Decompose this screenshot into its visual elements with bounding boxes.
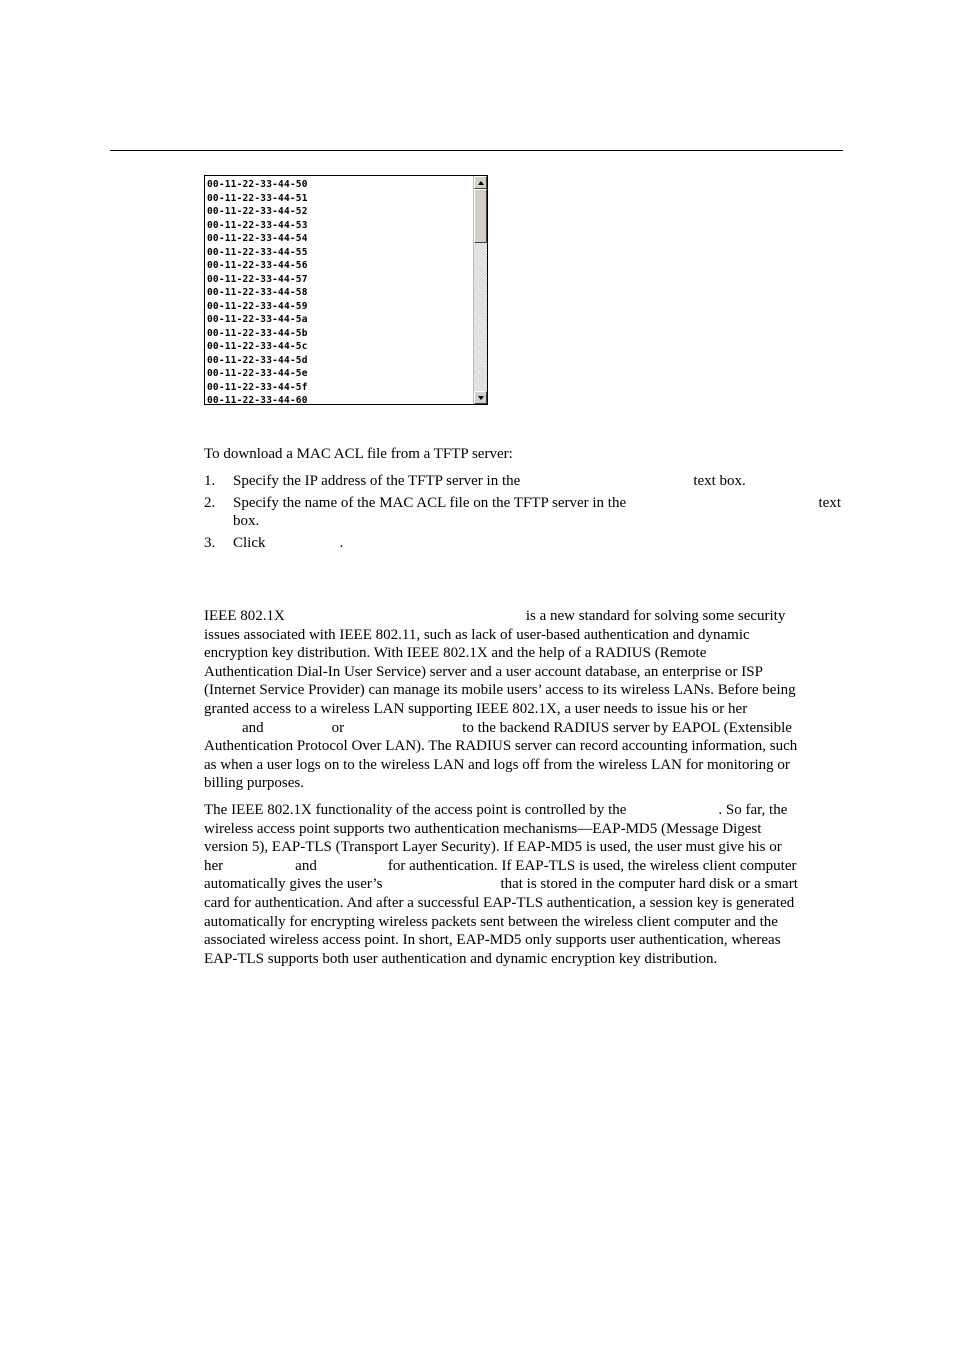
step-number: 1. xyxy=(204,473,216,489)
list-item[interactable]: 00-11-22-33-44-5d xyxy=(207,354,308,366)
arrow-down-icon xyxy=(478,396,484,400)
list-item[interactable]: 00-11-22-33-44-53 xyxy=(207,219,308,231)
para2-line: The IEEE 802.1X functionality of the access point is controlled by the xyxy=(204,802,627,818)
list-item[interactable]: 00-11-22-33-44-55 xyxy=(207,246,308,258)
list-item[interactable]: 00-11-22-33-44-5c xyxy=(207,341,308,352)
step-3-text xyxy=(233,534,841,552)
para1-line: (Internet Service Provider) can manage its mobile users’ access to its wireless LANs. Before being xyxy=(204,682,796,699)
step-2-text-c: box. xyxy=(233,513,260,529)
para2-line: . So far, the xyxy=(718,802,788,818)
list-item[interactable]: 00-11-22-33-44-5e xyxy=(207,368,308,379)
para2-line: card for authentication. And after a successful EAP-TLS authentication, a session key is generated xyxy=(204,894,795,911)
list-item[interactable]: 00-11-22-33-44-58 xyxy=(207,287,308,298)
list-item[interactable]: 00-11-22-33-44-5b xyxy=(207,327,308,339)
step-2-text-b: text xyxy=(818,495,841,511)
step-1-text xyxy=(233,472,841,490)
para2-line: version 5), EAP-TLS (Transport Layer Security). If EAP-MD5 is used, the user must give his or xyxy=(204,839,782,856)
para2-line: EAP-TLS supports both user authentication and dynamic encryption key distribution. xyxy=(204,950,718,967)
list-item[interactable]: 00-11-22-33-44-52 xyxy=(207,206,308,217)
para1-line: Authentication Dial-In User Service) server and a user account database, an enterprise or ISP xyxy=(204,663,763,680)
mac-acl-listbox[interactable] xyxy=(204,175,488,405)
para2-line: her xyxy=(204,857,224,874)
para1-line: Authentication Protocol Over LAN). The RADIUS server can record accounting information, such xyxy=(204,738,798,755)
para2-line: wireless access point supports two authentication mechanisms—EAP-MD5 (Message Digest xyxy=(204,820,762,837)
para1-line: billing purposes. xyxy=(204,775,304,792)
step-1-text-a: Specify the IP address of the TFTP server in the xyxy=(233,473,521,489)
para1-line: granted access to a wireless LAN supporting IEEE 802.1X, a user needs to issue his or her xyxy=(204,700,748,717)
para1-line: as when a user logs on to the wireless LAN and logs off from the wireless LAN for monitoring or xyxy=(204,756,790,773)
mac-acl-list-items xyxy=(207,178,473,404)
list-item[interactable]: 00-11-22-33-44-51 xyxy=(207,192,308,204)
list-item[interactable]: 00-11-22-33-44-5f xyxy=(207,381,308,393)
vertical-scrollbar[interactable] xyxy=(473,176,487,404)
arrow-up-icon xyxy=(478,181,484,185)
para1-line: to the backend RADIUS server by EAPOL (Extensible xyxy=(462,719,792,736)
list-item[interactable]: 00-11-22-33-44-57 xyxy=(207,273,308,285)
para1-line: encryption key distribution. With IEEE 802.1X and the help of a RADIUS (Remote xyxy=(204,645,707,662)
ieee-8021x-paragraph xyxy=(204,607,841,793)
para2-line: for authentication. If EAP-TLS is used, the wireless client computer xyxy=(387,857,797,874)
list-item[interactable]: 00-11-22-33-44-60 xyxy=(207,395,308,404)
step-3-text-b: . xyxy=(339,535,344,551)
step-3-text-a: Click xyxy=(233,535,266,551)
para1-line: IEEE 802.1X xyxy=(204,608,285,624)
list-item[interactable]: 00-11-22-33-44-54 xyxy=(207,233,308,244)
para2-line: associated wireless access point. In short, EAP-MD5 only supports user authentication, whereas xyxy=(204,932,781,949)
para1-line: issues associated with IEEE 802.11, such as lack of user-based authentication and dynamic xyxy=(204,626,750,643)
step-2-text xyxy=(233,494,841,530)
para2-line: automatically gives the user’s xyxy=(204,876,383,893)
scroll-down-button[interactable] xyxy=(474,391,487,404)
list-item[interactable]: 00-11-22-33-44-56 xyxy=(207,260,308,271)
para1-line: and xyxy=(242,719,264,736)
list-item[interactable]: 00-11-22-33-44-5a xyxy=(207,314,308,325)
header-rule xyxy=(110,150,843,151)
list-item[interactable]: 00-11-22-33-44-50 xyxy=(207,179,308,190)
step-number: 3. xyxy=(204,535,216,551)
para2-line: that is stored in the computer hard disk or a smart xyxy=(500,876,798,893)
list-item[interactable]: 00-11-22-33-44-59 xyxy=(207,300,308,312)
para1-line: is a new standard for solving some security xyxy=(525,608,786,624)
eap-mechanisms-paragraph xyxy=(204,801,841,968)
step-2-text-a: Specify the name of the MAC ACL file on the TFTP server in the xyxy=(233,495,627,511)
para2-line: automatically for encrypting wireless packets sent between the wireless client computer and the xyxy=(204,913,778,930)
scroll-up-button[interactable] xyxy=(474,176,487,189)
para2-line: and xyxy=(295,857,317,874)
download-intro: To download a MAC ACL file from a TFTP server: xyxy=(204,446,513,462)
para1-line: or xyxy=(331,719,345,736)
step-number: 2. xyxy=(204,495,216,511)
scroll-thumb[interactable] xyxy=(474,189,487,243)
step-1-text-b: text box. xyxy=(693,473,746,489)
